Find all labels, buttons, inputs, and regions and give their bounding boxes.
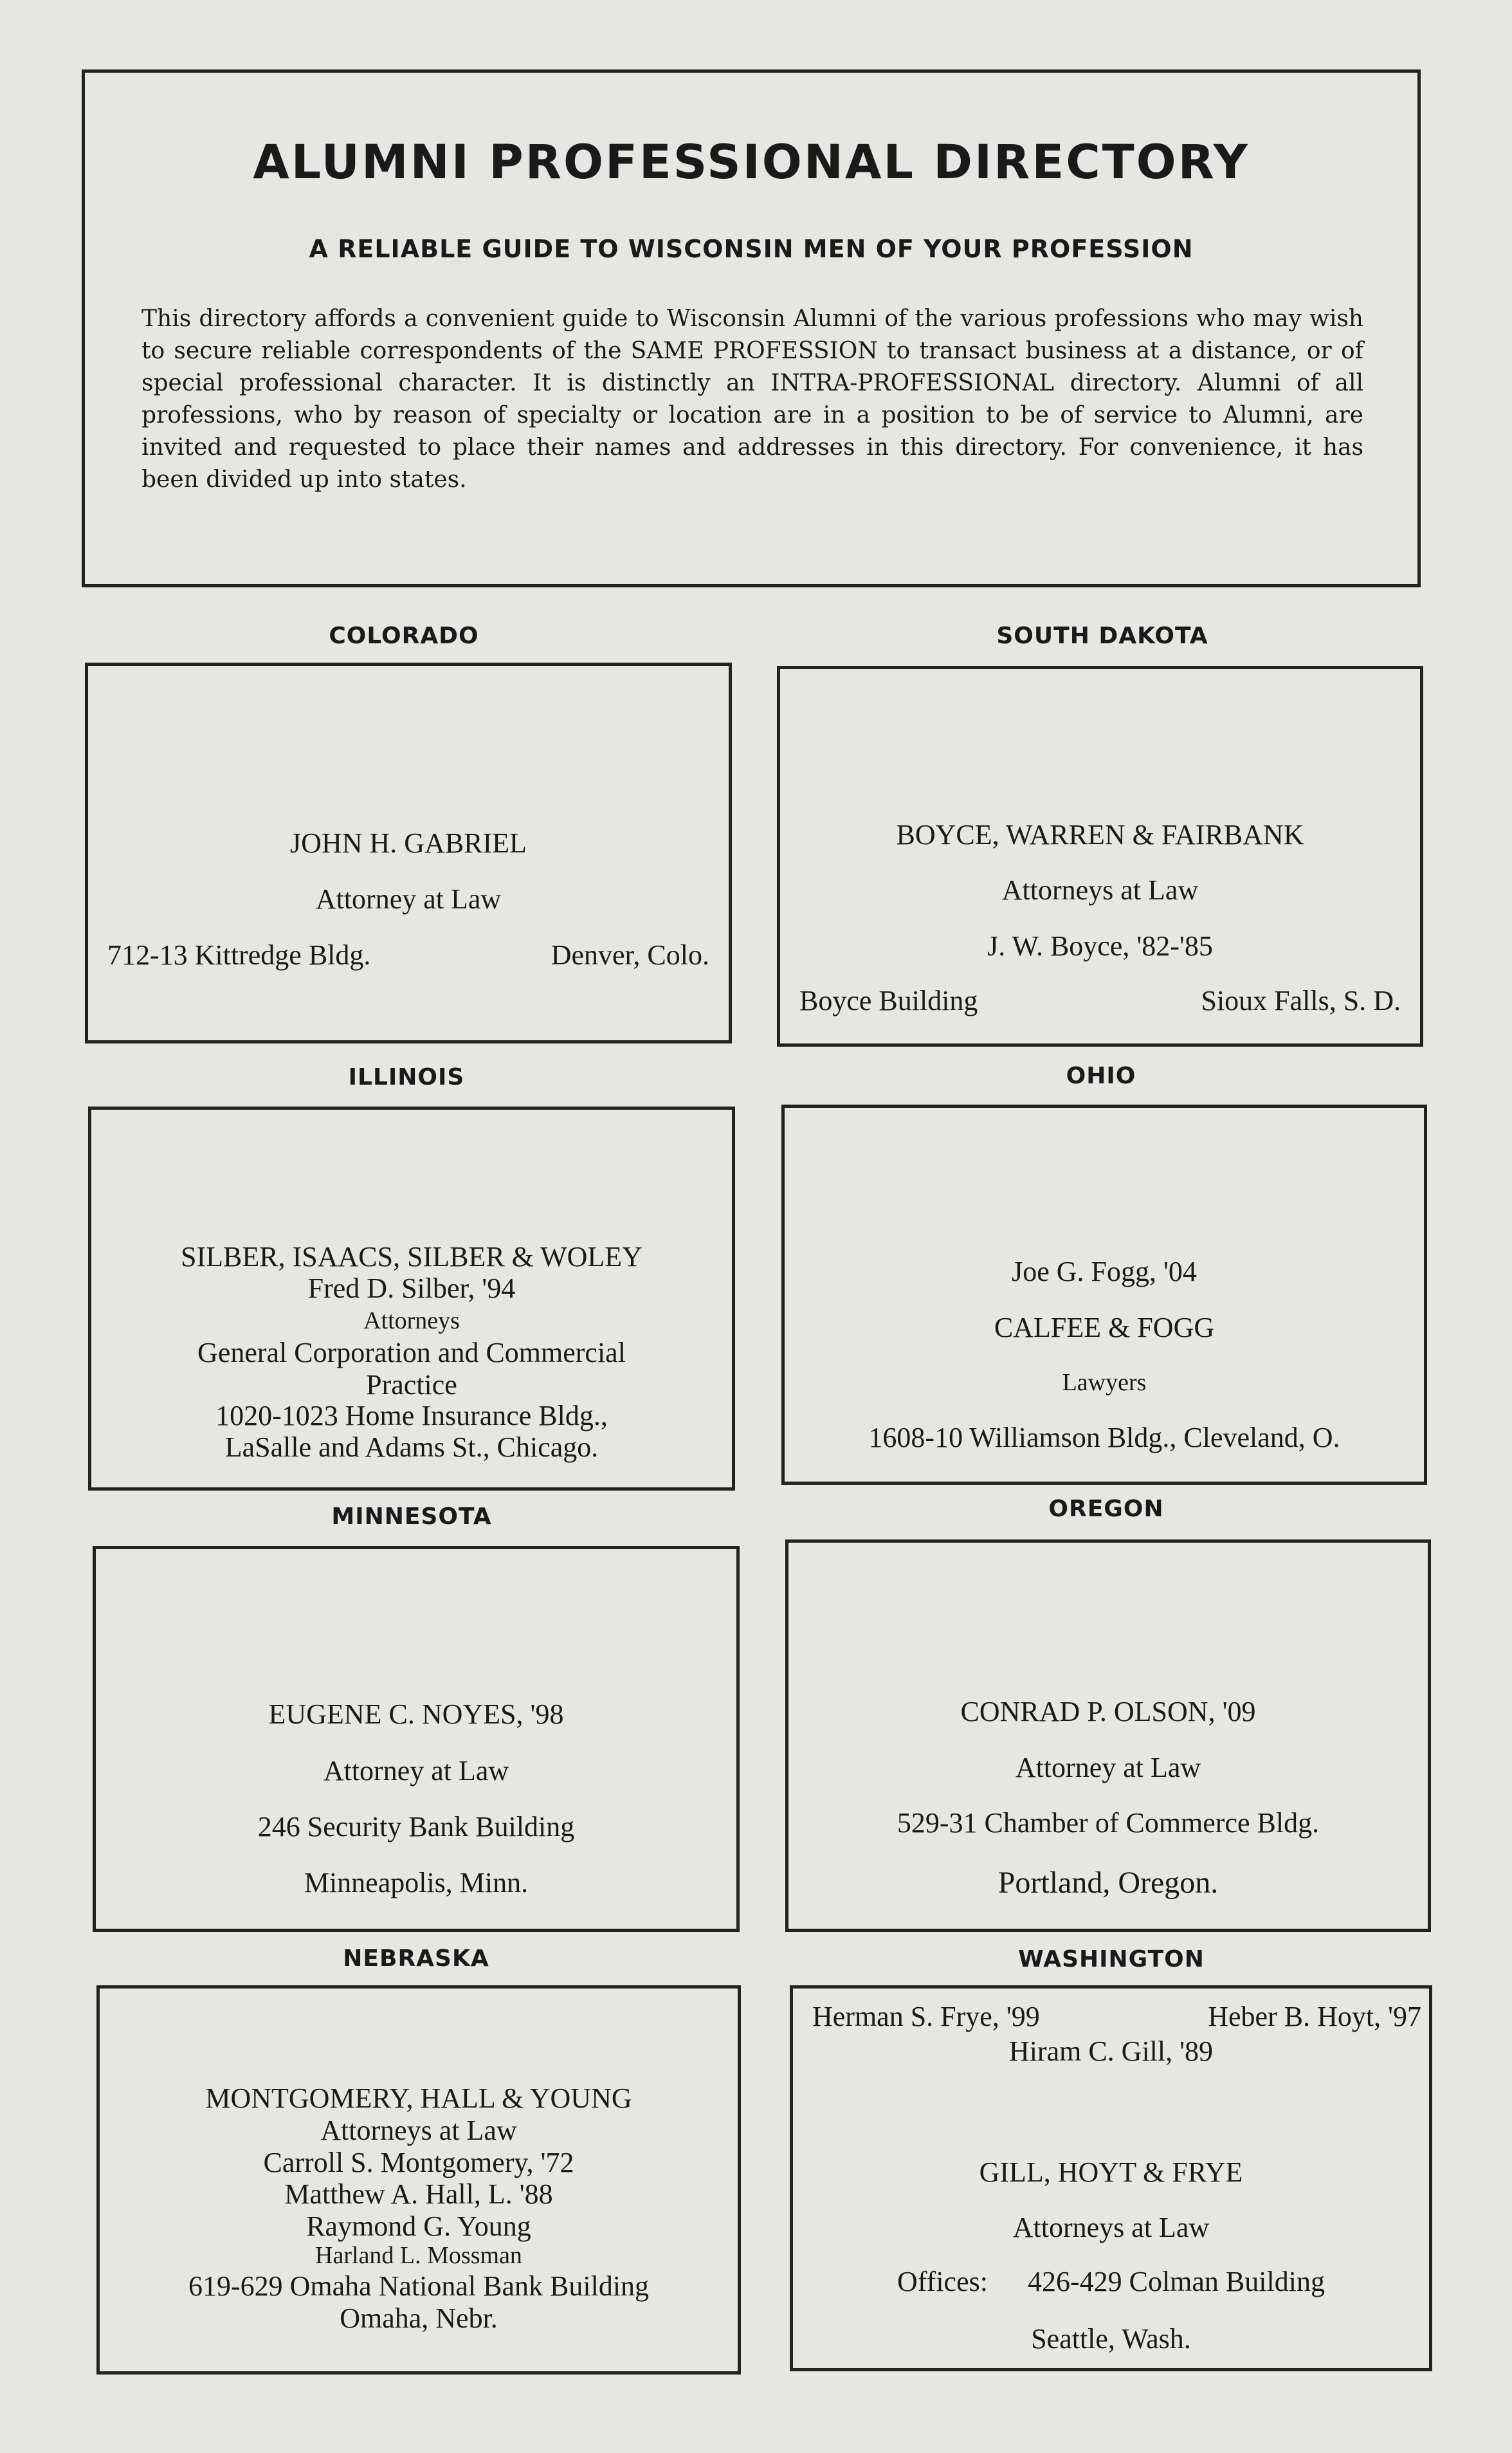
listing-partner-1: Herman S. Frye, '99: [812, 2001, 1040, 2032]
listing-firm: MONTGOMERY, HALL & YOUNG: [205, 2082, 632, 2114]
state-label-minnesota: MINNESOTA: [331, 1503, 492, 1530]
listing-address: Boyce Building: [799, 985, 978, 1016]
listing-address: 246 Security Bank Building: [257, 1811, 575, 1842]
listing-partner-3: Hiram C. Gill, '89: [1008, 2035, 1214, 2067]
listing-partner-3: Raymond G. Young: [306, 2210, 531, 2242]
listing-partner: Fred D. Silber, '94: [307, 1272, 516, 1304]
listing-partner: Joe G. Fogg, '04: [1012, 1256, 1197, 1287]
listing-practice-line-2: Practice: [366, 1369, 457, 1401]
state-label-colorado: COLORADO: [329, 623, 479, 649]
listing-name: JOHN H. GABRIEL: [290, 827, 527, 859]
listing-card-ohio: [781, 1105, 1427, 1485]
listing-city: LaSalle and Adams St., Chicago.: [224, 1431, 599, 1463]
listing-address-row: [88, 939, 729, 971]
listing-city: Minneapolis, Minn.: [304, 1867, 529, 1898]
state-label-south-dakota: SOUTH DAKOTA: [996, 623, 1208, 649]
listing-city: Denver, Colo.: [551, 939, 709, 971]
intro-box: [82, 69, 1421, 587]
listing-role: Attorney at Law: [323, 1755, 509, 1787]
listing-card-south-dakota: [777, 666, 1423, 1047]
listing-firm: SILBER, ISAACS, SILBER & WOLEY: [181, 1241, 642, 1272]
listing-address: 619-629 Omaha National Bank Building: [188, 2270, 650, 2302]
page-subtitle: A RELIABLE GUIDE TO WISCONSIN MEN OF YOUR PROFESSION: [309, 235, 1194, 263]
listing-partners-row: [793, 2000, 1429, 2033]
listing-role: Attorney at Law: [1015, 1752, 1201, 1783]
listing-card-colorado: [85, 663, 732, 1043]
listing-role: Attorneys: [363, 1307, 460, 1334]
listing-card-washington: [790, 1985, 1432, 2371]
listing-role: Attorneys at Law: [1012, 2212, 1210, 2243]
listing-role: Attorney at Law: [315, 883, 502, 915]
listing-partner-2: Heber B. Hoyt, '97: [1208, 2001, 1421, 2032]
listing-offices-label: Offices:: [897, 2266, 988, 2297]
listing-city: Seattle, Wash.: [1031, 2323, 1191, 2355]
listing-offices-row: [793, 2265, 1429, 2298]
listing-city: Omaha, Nebr.: [340, 2302, 498, 2334]
listing-partner: J. W. Boyce, '82-'85: [987, 930, 1213, 962]
listing-card-illinois: [88, 1107, 735, 1491]
listing-address: 1020-1023 Home Insurance Bldg.,: [215, 1400, 608, 1431]
listing-role: Attorneys at Law: [320, 2115, 517, 2146]
listing-partner-4: Harland L. Mossman: [315, 2242, 522, 2269]
listing-address: 1608-10 Williamson Bldg., Cleveland, O.: [868, 1422, 1340, 1453]
listing-firm: CALFEE & FOGG: [994, 1312, 1215, 1343]
listing-address-row: [780, 984, 1420, 1017]
listing-role: Lawyers: [1062, 1369, 1147, 1396]
listing-partner-2: Matthew A. Hall, L. '88: [284, 2178, 553, 2210]
listing-city: Sioux Falls, S. D.: [1201, 985, 1401, 1016]
state-label-oregon: OREGON: [1048, 1496, 1164, 1522]
intro-paragraph: This directory affords a convenient guide to Wisconsin Alumni of the various professions who may wish to secure reliable correspondents of the SAME PROFESSION to transact business at a distance, or of special professional character. It is distinctly an INTRA-PROFESSIONAL directory. Alumni of all professions, who by reason of specialty or location are in a position to be of service to Alumni, are invited and requested to place their names and addresses in this directory. For convenience, it has been divided up into states.: [141, 306, 1363, 493]
listing-name: EUGENE C. NOYES, '98: [268, 1698, 564, 1730]
listing-role: Attorneys at Law: [1001, 874, 1199, 906]
listing-address: 712-13 Kittredge Bldg.: [107, 939, 371, 971]
listing-firm: GILL, HOYT & FRYE: [979, 2156, 1243, 2188]
listing-name: CONRAD P. OLSON, '09: [960, 1696, 1256, 1727]
listing-card-nebraska: [96, 1985, 741, 2375]
state-label-nebraska: NEBRASKA: [343, 1945, 489, 1972]
listing-city: Portland, Oregon.: [997, 1866, 1219, 1900]
page-title: ALUMNI PROFESSIONAL DIRECTORY: [253, 135, 1250, 190]
listing-address: 529-31 Chamber of Commerce Bldg.: [897, 1807, 1320, 1839]
state-label-washington: WASHINGTON: [1018, 1946, 1205, 1972]
listing-firm: BOYCE, WARREN & FAIRBANK: [896, 819, 1304, 850]
state-label-ohio: OHIO: [1066, 1063, 1136, 1089]
listing-card-minnesota: [93, 1546, 740, 1932]
listing-practice-line-1: General Corporation and Commercial: [197, 1337, 626, 1368]
listing-partner-1: Carroll S. Montgomery, '72: [263, 2147, 574, 2178]
state-label-illinois: ILLINOIS: [348, 1064, 465, 1090]
listing-card-oregon: [785, 1539, 1431, 1932]
listing-address: 426-429 Colman Building: [1027, 2266, 1325, 2297]
